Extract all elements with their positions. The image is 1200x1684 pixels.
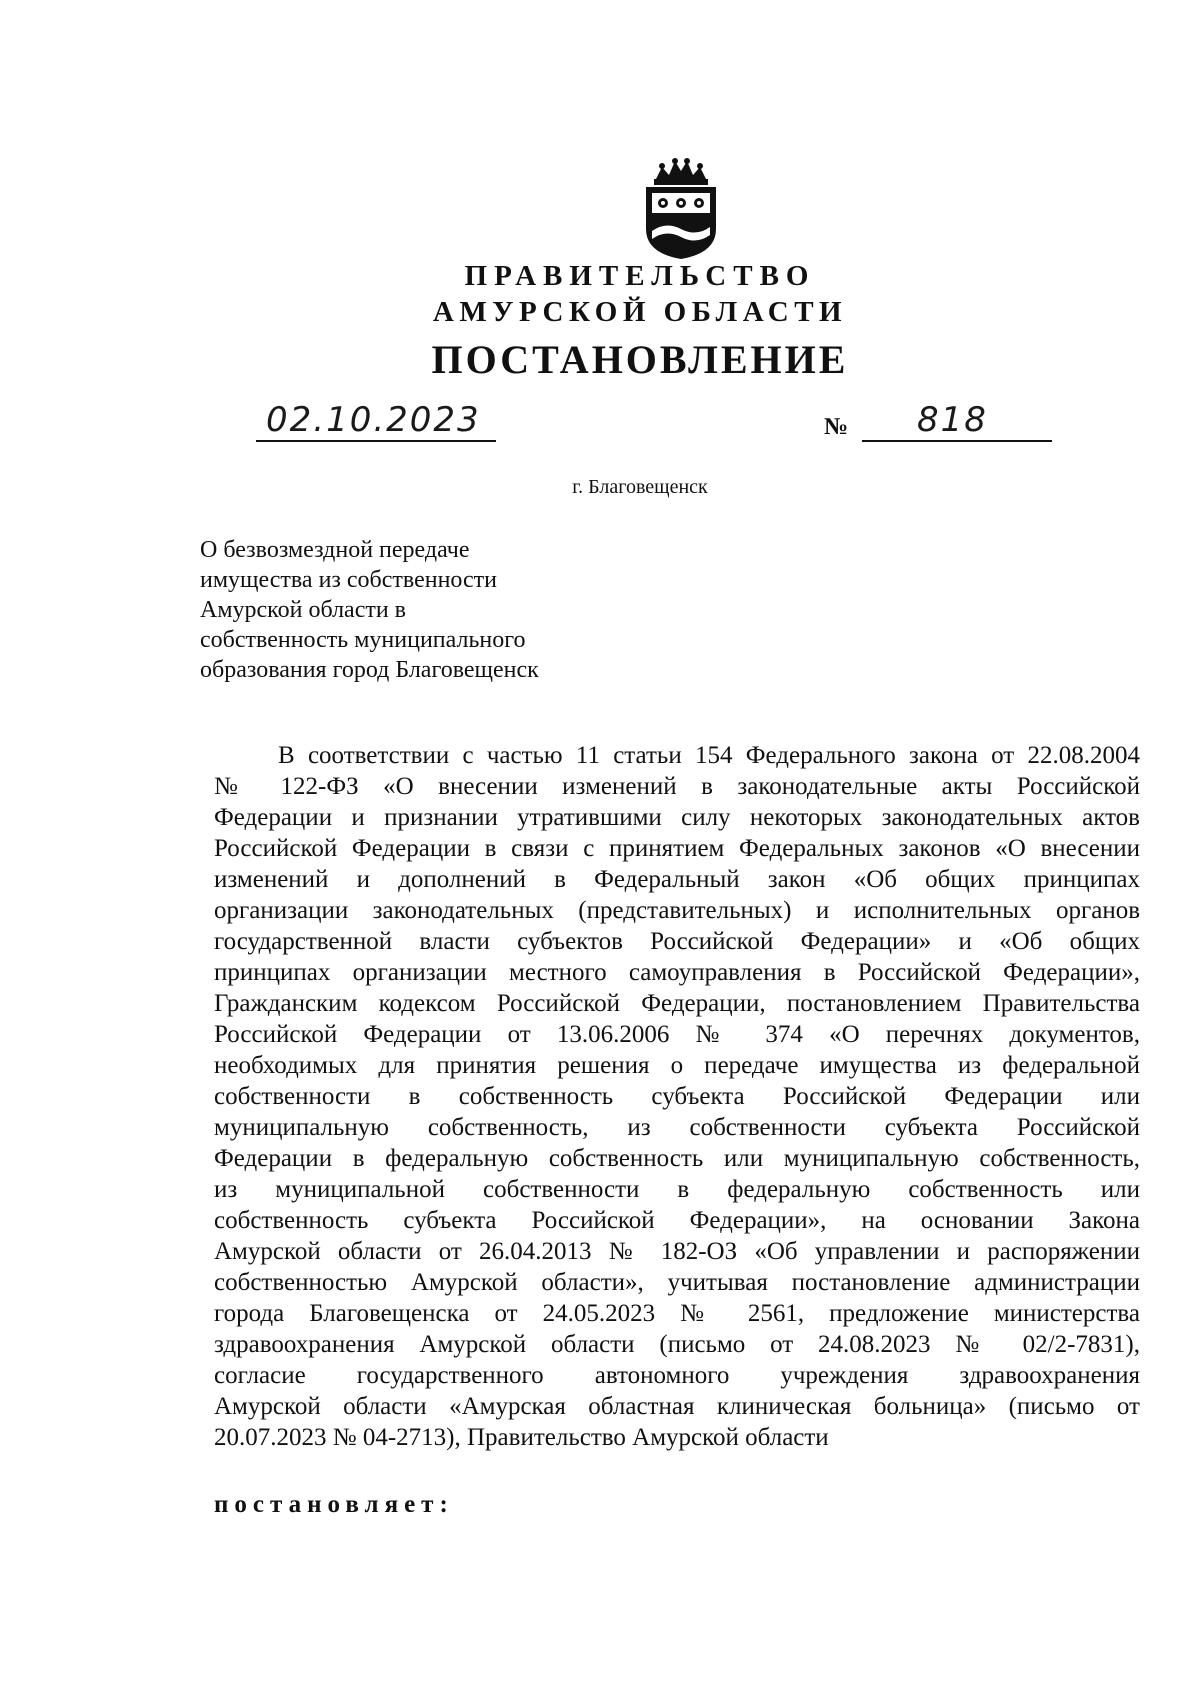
government-title: ПРАВИТЕЛЬСТВО (464, 260, 816, 292)
body-line: необходимых для принятия решения о передаче имущества из федеральной (214, 1052, 1140, 1079)
body-line: Российской Федерации в связи с принятием Федеральных законов «О внесении (214, 835, 1140, 862)
body-line: В соответствии с частью 11 статьи 154 Федерального закона от 22.08.2004 (278, 742, 1140, 769)
body-line: организации законодательных (представительных) и исполнительных органов (214, 897, 1140, 924)
coat-of-arms-emblem (636, 157, 726, 261)
body-line: Федерации в федеральную собственность или муниципальную собственность, (214, 1145, 1140, 1172)
city-line: г. Благовещенск (572, 476, 708, 498)
resolves-keyword: постановляет: (214, 1491, 454, 1518)
body-line: из муниципальной собственности в федеральную собственность или (214, 1176, 1140, 1203)
body-line: Амурской области от 26.04.2013 № 182-ОЗ «Об управлении и распоряжении (214, 1238, 1140, 1265)
document-subject (200, 535, 620, 685)
body-line: № 122-ФЗ «О внесении изменений в законодательные акты Российской (214, 773, 1140, 800)
body-line: города Благовещенска от 24.05.2023 № 2561, предложение министерства (214, 1300, 1140, 1327)
body-line: изменений и дополнений в Федеральный закон «Об общих принципах (214, 866, 1140, 893)
body-line: согласие государственного автономного учреждения здравоохранения (214, 1362, 1140, 1389)
subject-line: Амурской области в (200, 597, 407, 623)
subject-line: собственность муниципального (200, 627, 526, 653)
subject-line: О безвозмездной передаче (200, 537, 470, 563)
region-title: АМУРСКОЙ ОБЛАСТИ (432, 296, 848, 328)
body-line: собственность субъекта Российской Федерации», на основании Закона (214, 1207, 1140, 1234)
body-line: государственной власти субъектов Российской Федерации» и «Об общих (214, 928, 1140, 955)
body-line: Амурской области «Амурская областная клиническая больница» (письмо от (214, 1393, 1140, 1420)
body-line: собственностью Амурской области», учитывая постановление администрации (214, 1269, 1140, 1296)
body-line: Гражданским кодексом Российской Федерации, постановлением Правительства (214, 990, 1140, 1017)
body-line: здравоохранения Амурской области (письмо от 24.08.2023 № 02/2-7831), (214, 1331, 1140, 1358)
body-line: муниципальную собственность, из собственности субъекта Российской (214, 1114, 1140, 1141)
subject-line: имущества из собственности (200, 567, 498, 593)
document-date: 02.10.2023 (266, 400, 481, 440)
document-date-field (256, 396, 496, 442)
document-type-title: ПОСТАНОВЛЕНИЕ (431, 337, 849, 382)
body-line: собственности в собственность субъекта Российской Федерации или (214, 1083, 1140, 1110)
body-line: Федерации и признании утратившими силу некоторых законодательных актов (214, 804, 1140, 831)
document-number: 818 (917, 400, 988, 440)
document-number-field (862, 396, 1052, 442)
body-line: Российской Федерации от 13.06.2006 № 374 «О перечнях документов, (214, 1021, 1140, 1048)
preamble-paragraph (214, 740, 1140, 1453)
body-line: принципах организации местного самоуправления в Российской Федерации», (214, 959, 1140, 986)
subject-line: образования город Благовещенск (200, 657, 539, 683)
body-line: 20.07.2023 № 04-2713), Правительство Амурской области (214, 1424, 829, 1451)
document-number-label: № (824, 414, 849, 440)
